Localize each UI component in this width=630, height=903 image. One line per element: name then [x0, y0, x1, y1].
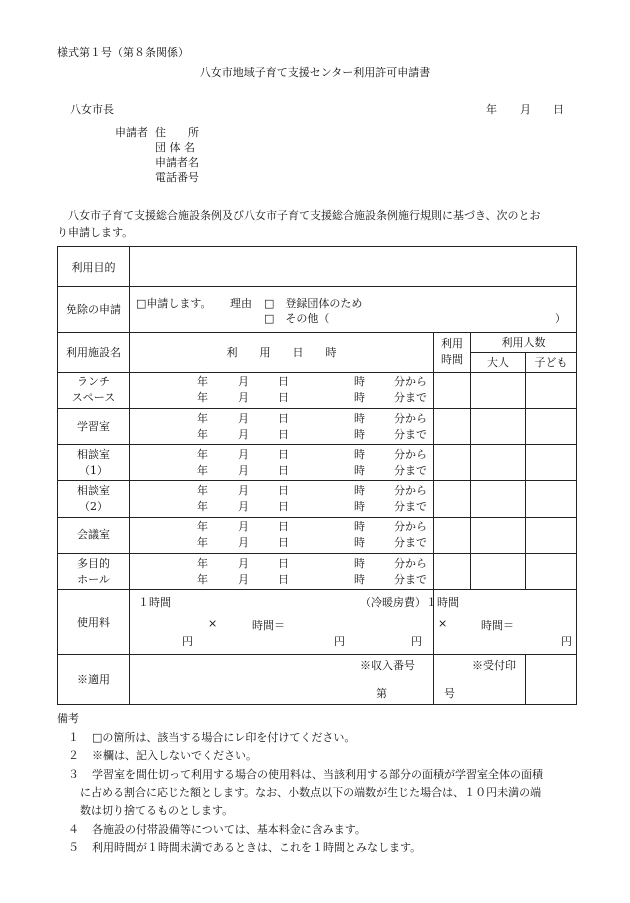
adults-header: 大人	[471, 352, 526, 372]
applicant-phone-label: 電話番号	[155, 171, 199, 184]
note-text: ※欄は、記入しないでください。	[92, 749, 257, 762]
facility-row	[58, 445, 577, 481]
application-table	[57, 246, 577, 705]
fee-label: 使用料	[58, 590, 130, 654]
applicant-label: 申請者	[115, 126, 148, 139]
minute-from-label: 分から	[394, 484, 427, 498]
note-text: 数は切り捨てるものとします。	[80, 804, 234, 817]
day-label: 日	[278, 500, 289, 514]
note-text: 学習室を間仕切って利用する場合の使用料は、当該利用する部分の面積が学習室全体の面積	[92, 768, 543, 781]
usage-time-header-line1: 利用	[441, 337, 463, 351]
purpose-label: 利用目的	[58, 247, 130, 287]
minute-from-label: 分から	[394, 375, 427, 389]
facility-datetime[interactable]	[130, 481, 434, 517]
children-cell[interactable]	[526, 481, 577, 517]
note-number: ４	[68, 823, 79, 836]
month-label: 月	[238, 375, 249, 389]
hour-label: 時	[354, 520, 365, 534]
day-label: 日	[278, 411, 289, 425]
datetime-start-line[interactable]	[130, 483, 433, 499]
datetime-start-line[interactable]	[130, 556, 433, 572]
ac-fee-hours-eq: 時間＝	[481, 619, 514, 633]
adults-cell[interactable]	[471, 409, 526, 445]
form-title: 八女市地域子育て支援センター利用許可申請書	[199, 66, 431, 79]
facility-datetime[interactable]	[130, 409, 434, 445]
facility-header: 利用施設名	[58, 332, 130, 372]
note-text: 各施設の付帯設備等については、基本料金に含みます。	[92, 823, 366, 836]
ac-fee-times: ×	[438, 617, 448, 631]
minute-to-label: 分まで	[394, 463, 427, 477]
facility-name: 多目的 ホール	[58, 553, 130, 589]
month-label: 月	[238, 427, 249, 441]
facility-row	[58, 481, 577, 517]
day-label: 日	[278, 520, 289, 534]
minute-from-label: 分から	[394, 520, 427, 534]
usage-time-cell[interactable]	[434, 553, 471, 589]
month-label: 月	[238, 500, 249, 514]
year-label: 年	[197, 520, 208, 534]
day-label: 日	[278, 484, 289, 498]
form-number: 様式第１号（第８条関係）	[57, 46, 189, 59]
year-label: 年	[197, 391, 208, 405]
year-label: 年	[197, 536, 208, 550]
minute-to-label: 分まで	[394, 427, 427, 441]
adults-cell[interactable]	[471, 553, 526, 589]
reason-registered-checkbox[interactable]: □ 登録団体のため	[264, 297, 363, 311]
facility-name: 相談室 （1）	[58, 445, 130, 481]
applied-label: ※適用	[58, 654, 130, 704]
month-label: 月	[238, 391, 249, 405]
exemption-label: 免除の申請	[58, 287, 130, 332]
month-label: 月	[238, 463, 249, 477]
hour-label: 時	[354, 427, 365, 441]
facility-row	[58, 372, 577, 408]
minute-to-label: 分まで	[394, 500, 427, 514]
note-number: ２	[68, 749, 79, 762]
usage-time-cell[interactable]	[434, 409, 471, 445]
hour-label: 時	[354, 447, 365, 461]
children-header: 子ども	[526, 352, 577, 372]
minute-to-label: 分まで	[394, 572, 427, 586]
hour-label: 時	[354, 375, 365, 389]
datetime-end-line[interactable]	[130, 499, 433, 515]
ac-fee-calculation[interactable]	[360, 590, 577, 654]
intro-line-1: 八女市子育て支援総合施設条例及び八女市子育て支援総合施設条例施行規則に基づき、次のとお	[68, 209, 541, 222]
note-number: ３	[68, 768, 79, 781]
hour-label: 時	[354, 391, 365, 405]
receipt-number-label: ※収入番号	[360, 658, 415, 672]
applicant-address-label: 住 所	[155, 126, 199, 139]
datetime-end-line[interactable]	[130, 390, 433, 406]
fee-times: ×	[208, 617, 218, 631]
adults-cell[interactable]	[471, 517, 526, 553]
usage-time-cell[interactable]	[434, 372, 471, 408]
day-label: 日	[278, 556, 289, 570]
applicant-name-label: 申請者名	[155, 156, 199, 169]
children-cell[interactable]	[526, 445, 577, 481]
minute-to-label: 分まで	[394, 536, 427, 550]
facility-datetime[interactable]	[130, 372, 434, 408]
year-label: 年	[197, 411, 208, 425]
stamp-label: ※受付印	[472, 658, 516, 672]
facility-datetime[interactable]	[130, 553, 434, 589]
fee-one-hour-label: １時間	[138, 596, 171, 610]
children-cell[interactable]	[526, 372, 577, 408]
month-label: 月	[238, 447, 249, 461]
facility-row	[58, 517, 577, 553]
hour-label: 時	[354, 572, 365, 586]
ac-fee-unit-yen: 円	[411, 635, 422, 649]
facility-row	[58, 553, 577, 589]
hour-label: 時	[354, 500, 365, 514]
day-label: 日	[278, 447, 289, 461]
minute-from-label: 分から	[394, 556, 427, 570]
datetime-start-line[interactable]	[130, 519, 433, 535]
date-year-label: 年	[486, 103, 497, 116]
year-label: 年	[197, 447, 208, 461]
fee-total-yen: 円	[334, 635, 345, 649]
ac-fee-total-yen: 円	[561, 635, 572, 649]
children-cell[interactable]	[526, 409, 577, 445]
fee-hours-eq: 時間＝	[252, 619, 285, 633]
date-day-label: 日	[553, 103, 564, 116]
exemption-apply-checkbox[interactable]: □申請します。	[136, 297, 212, 311]
year-label: 年	[197, 484, 208, 498]
intro-line-2: り申請します。	[57, 226, 134, 239]
datetime-start-line[interactable]	[130, 374, 433, 390]
month-label: 月	[238, 556, 249, 570]
datetime-end-line[interactable]	[130, 572, 433, 588]
children-cell[interactable]	[526, 517, 577, 553]
usage-time-cell[interactable]	[434, 445, 471, 481]
adults-cell[interactable]	[471, 481, 526, 517]
facility-name: 学習室	[58, 409, 130, 445]
month-label: 月	[238, 411, 249, 425]
day-label: 日	[278, 463, 289, 477]
ac-fee-label: （冷暖房費）１時間	[360, 596, 459, 610]
hour-label: 時	[354, 556, 365, 570]
note-text: □の箇所は、該当する場合にレ印を付けてください。	[92, 731, 356, 744]
facility-name: 会議室	[58, 517, 130, 553]
day-label: 日	[278, 427, 289, 441]
year-label: 年	[197, 427, 208, 441]
note-text: 利用時間が１時間未満であるときは、これを１時間とみなします。	[92, 841, 422, 854]
reason-other-close: ）	[555, 312, 566, 326]
usage-time-header	[434, 332, 471, 372]
date-month-label: 月	[520, 103, 531, 116]
facility-name: ランチ スペース	[58, 372, 130, 408]
notes-title: 備考	[57, 712, 79, 725]
minute-to-label: 分まで	[394, 391, 427, 405]
note-text: に占める割合に応じた額とします。なお、小数点以下の端数が生じた場合は、１０円未満の端	[80, 786, 542, 799]
receipt-go: 号	[444, 686, 455, 700]
datetime-end-line[interactable]	[130, 427, 433, 443]
datetime-end-line[interactable]	[130, 535, 433, 551]
note-number: １	[68, 731, 79, 744]
reason-label: 理由	[230, 297, 252, 311]
day-label: 日	[278, 391, 289, 405]
day-label: 日	[278, 536, 289, 550]
facility-datetime[interactable]	[130, 517, 434, 553]
datetime-header: 利 用 日 時	[130, 332, 434, 372]
applicant-group-label: 団 体 名	[155, 141, 195, 154]
facility-name: 相談室 （2）	[58, 481, 130, 517]
year-label: 年	[197, 463, 208, 477]
note-number: ５	[68, 841, 79, 854]
receipt-dai: 第	[376, 686, 387, 700]
adults-cell[interactable]	[471, 445, 526, 481]
datetime-start-line[interactable]	[130, 447, 433, 463]
hour-label: 時	[354, 411, 365, 425]
year-label: 年	[197, 500, 208, 514]
year-label: 年	[197, 556, 208, 570]
fee-unit-yen: 円	[182, 635, 193, 649]
adults-cell[interactable]	[471, 372, 526, 408]
hour-label: 時	[354, 484, 365, 498]
usage-time-cell[interactable]	[434, 481, 471, 517]
month-label: 月	[238, 572, 249, 586]
month-label: 月	[238, 520, 249, 534]
day-label: 日	[278, 375, 289, 389]
month-label: 月	[238, 484, 249, 498]
month-label: 月	[238, 536, 249, 550]
minute-from-label: 分から	[394, 411, 427, 425]
year-label: 年	[197, 375, 208, 389]
addressee: 八女市長	[70, 103, 114, 116]
facility-row	[58, 409, 577, 445]
datetime-start-line[interactable]	[130, 411, 433, 427]
usage-time-cell[interactable]	[434, 517, 471, 553]
reason-other-checkbox[interactable]: □ その他（	[264, 312, 330, 326]
children-cell[interactable]	[526, 553, 577, 589]
datetime-end-line[interactable]	[130, 463, 433, 479]
purpose-field[interactable]	[130, 247, 577, 287]
facility-datetime[interactable]	[130, 445, 434, 481]
usage-time-header-line2: 時間	[441, 353, 463, 367]
minute-from-label: 分から	[394, 447, 427, 461]
year-label: 年	[197, 572, 208, 586]
exemption-field[interactable]	[130, 287, 577, 332]
stamp-cell	[472, 654, 577, 704]
hour-label: 時	[354, 463, 365, 477]
hour-label: 時	[354, 536, 365, 550]
people-header: 利用人数	[471, 332, 577, 352]
day-label: 日	[278, 572, 289, 586]
